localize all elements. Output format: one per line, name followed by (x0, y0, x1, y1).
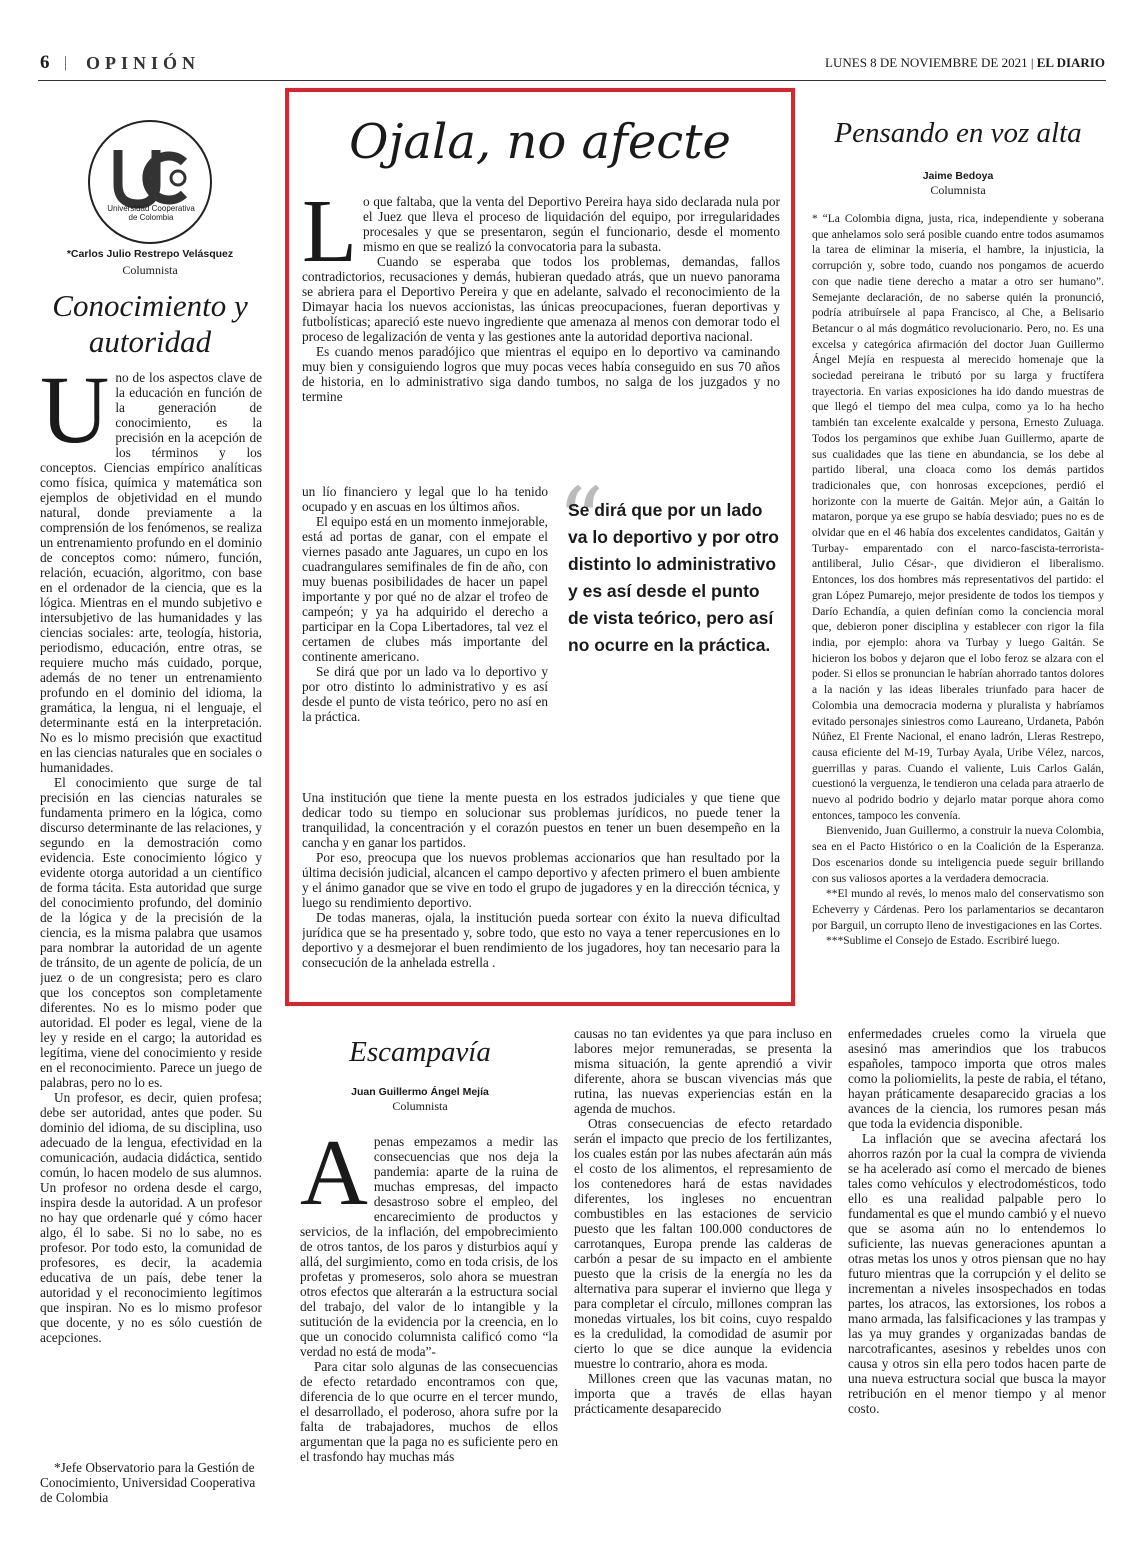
dateline (825, 55, 1105, 71)
left-paragraph-1: no de los aspectos clave de la educación en función de la generación de conocimiento, es la precisión en la acepción de los términos y los conceptos. Ciencias empírico analíticas como física, química y matemática son ejemplos de objetividad en el mundo natural, donde previamente a la comprensión de los fenómenos, se realiza un entrenamiento profundo en el dominio de conceptos como: número, función, relación, ecuación, algoritmo, con base en el ordenador de la ciencia, que es la lógica. Mientras en el mundo subjetivo e intersubjetivo de las humanidades y las ciencias sociales: arte, teología, historia, periodismo, educación, entre otras, se requiere mucho más cuidado, porque, además de no tener un entrenamiento profundo en el dominio del idioma, la gramática, la lengua, ni el lenguaje, el determinante está en la interpretación. No es lo mismo precisión que exactitud en las ciencias naturales que en sociales o humanidades. (40, 370, 262, 775)
bottom-author-role: Columnista (392, 1099, 448, 1113)
bottom-col-1 (300, 1134, 558, 1554)
right-article-title: Pensando en voz alta (834, 117, 1082, 149)
bottom-c2-paragraph-2: Otras consecuencias de efecto retardado serán el impacto que precio de los fertilizantes, los cuales están por las nubes afectarán aún más el costo de los alimentos, el represamiento de los contenedores hará de estas navidades diferentes, los ingleses no encuentran combustibles en las estaciones de servicio puesto que les faltan 100.000 conductores de carrotanques, Europa prende las calderas de carbón a pesar de su impacto en el ambiente puesto que la crisis de la energía no les da alternativa para superar el invierno que llega y para completar el círculo, millones compran las monedas virtuales, los bit coins, cuyo respaldo es la credulidad, la comodidad de asumir por cierto lo que se dice aunque la evidencia muestre lo contrario, ahora es moda. (574, 1116, 832, 1371)
editorial-paragraph-4: El equipo está en un momento inmejorable, está ad portas de ganar, con el empate el viernes pasado ante Jaguares, un cupo en los cuadrangulares semifinales de fin de año, con muy buenas posibilidades de hacer un papel importante y por qué no de alzar el trofeo de campeón; y ya ha adquirido el derecho a participar en la Copa Libertadores, tal vez el certamen de clubes más importante del continente americano. (302, 514, 548, 664)
bottom-dropcap: A (300, 1134, 368, 1225)
header-separator: | (64, 54, 68, 71)
page-number: 6 (40, 52, 50, 73)
left-author: *Carlos Julio Restrepo Velásquez (66, 248, 234, 260)
editorial-dropcap: L (302, 194, 357, 281)
newspaper-name: EL DIARIO (1036, 55, 1105, 70)
right-paragraph-2: Bienvenido, Juan Guillermo, a construir la nueva Colombia, sea en el Pacto Histórico o en la Coalición de la Esperanza. Dos escenarios donde su inteligencia puede seguir brillando con sus valiosos aportes a la verdadera democracia. (812, 825, 1104, 885)
university-logo (88, 120, 212, 244)
date-text: LUNES 8 DE NOVIEMBRE DE 2021 | (825, 55, 1037, 70)
editorial-paragraph-7: De todas maneras, ojala, la institución pueda sortear con éxito la nueva dificultad jurídica que se ha presentado y, sobre todo, que esto no vaya a tener repercusiones en lo deportivo y a desmejorar el buen rendimiento de los jugadores, hoy tan necesario para la consecución de la anhelada estrella . (302, 910, 780, 970)
editorial-paragraph-3a: Es cuando menos paradójico que mientras el equipo en lo deportivo va caminando muy bien y consiguiendo logros que muy pocas veces había conseguido en sus 70 años de historia, en lo administrativo siga dando tumbos, no salga de los juzgados y no termine (302, 344, 780, 404)
editorial-paragraph-5a: Se dirá que por un lado va lo deportivo y por otro distinto lo administrativo y es así desde el punto de vista teórico, pero no así en la práctica. (302, 664, 548, 724)
bottom-col-3 (848, 1026, 1106, 1554)
bottom-c2-paragraph-1: causas no tan evidentes ya que para incluso en labores mejor remuneradas, se presenta la misma situación, la gente aprendió a vivir diferente, ahora se buscan vivencias más que rutina, las nuevas experiencias están en la agenda de muchos. (574, 1026, 832, 1116)
right-author-role: Columnista (930, 183, 986, 197)
right-author: Jaime Bedoya (922, 170, 994, 182)
right-paragraph-4: ***Sublime el Consejo de Estado. Escribiré luego. (826, 935, 1060, 948)
logo-mark-icon (90, 122, 210, 242)
bottom-c1-paragraph-2: Para citar solo algunas de las consecuencias de efecto retardado encontramos con que, diferencia de lo que ocurre en el tercer mundo, el desarrollado, el poderoso, ahora sufre por la falta de trabajadores, muchos de ellos argumentan que la paga no es suficiente pero en el trasfondo hay muchas más (300, 1359, 558, 1464)
editorial-title: Ojala, no afecte (349, 114, 731, 170)
header-rule (38, 80, 1106, 81)
editorial-paragraph-6: Por eso, preocupa que los nuevos problemas accionarios que han resultado por la última decisión judicial, alcancen el campo deportivo y afecten primero el buen ambiente y el ánimo ganador que se vive en todo el grupo de jugadores y en la dirección técnica, y luego su rendimiento deportivo. (302, 850, 780, 910)
editorial-paragraph-3b: un lío financiero y legal que lo ha tenido ocupado y en ascuas en los últimos años. (302, 484, 548, 514)
editorial-paragraph-1: o que faltaba, que la venta del Deportivo Pereira haya sido declarada nula por el Juez que lleva el proceso de liquidación del equipo, por irregularidades procesales y que se presentaron, según el funcionario, desde el momento mismo en que se realizó la convocatoria para la subasta. (362, 194, 780, 254)
editorial-paragraph-2: Cuando se esperaba que todos los problemas, demandas, fallos contradictorios, recusaciones y demás, hubieran quedado atrás, que un nuevo panorama se abriera para el Deportivo Pereira y que en adelante, salvado el reconocimiento de la Dimayar hacia los nuevos accionistas, las únicas preocupaciones, fueran deportivas y futbolísticas; apareció este nuevo ingrediente que amenaza al menos con demorar todo el proceso de legalización de venta y las gestiones ante la autoridad deportiva nacional. (302, 254, 780, 344)
bottom-author: Juan Guillermo Ángel Mejía (351, 1086, 489, 1098)
right-paragraph-1: * “La Colombia digna, justa, rica, independiente y soberana que anhelamos solo será posible cuando entre todos asumamos la tarea de eliminar la miseria, el hambre, la injusticia, la corrupción y, sobre todo, cuando nos pongamos de acuerdo con que nadie tiene derecho a matar a otro ser humano”. Semejante declaración, de no saberse quién la pronunció, podría atribuírsele al papa Francisco, al Che, a Belisario Betancur o al más dogmático revolucionario. Pero, no. Es una excelsa y categórica afirmación del doctor Juan Guillermo Ángel Mejía en respuesta al merecido homenaje que la sociedad pereirana le tributó por su larga y fructífera trayectoria. En varias exposiciones ha ido dando muestras de que llegó el tiempo del mea culpa, como ya lo ha hecho también tan excelente exalcalde y persona, Ernesto Zuluaga. Todos los pergaminos que exhibe Juan Guillermo, aparte de sus cualidades que las tiene en abundancia, se los debe al partido liberal, una cloaca como los demás partidos tradicionales que, con honrosas excepciones, perdió el horizonte con la muerte de Gaitán. Mejor aún, a Gaitán lo mataron, porque ya ese grupo se había desviado; pues no es de olvidar que en el 46 había dos excelentes candidatos, Gaitán y Turbay- emparentado con el narco-fascista-terrorista-antiliberal, Julio César-, que dividieron el liberalismo. Entonces, los dos hombres más representativos del partido: el gran López Pumarejo, mejor presidente de todos los tiempos y Darío Echandía, a quien definían como la conciencia moral que, debieron poner disciplina y establecer con rigor la fila india, por ejemplo: ahora va Turbay y luego Gaitán. Se hicieron los bobos y dejaron que el lobo feroz se alzara con el poder. Si ellos se pronuncian le habrían ahorrado tantos dolores a la nación y las ideas liberales triunfado para hacer de Colombia una democracia moderna y pluralista y habríamos evitado personajes siniestros como Laureano, Urdaneta, Pabón Núñez, El Frente Nacional, el enano ladrón, Lleras Restrepo, causa eficiente del M-19, Turbay Ayala, Uribe Vélez, narcos, guerrillas y paras. Cuando el valiente, Luis Carlos Galán, cuestionó la verguenza, le tendieron una celada para atraerlo de nuevo al podrido bodrio y dejarlo matar porque ahora como entonces, tampoco les convenía. (812, 213, 1104, 822)
section-name: OPINIÓN (86, 53, 201, 73)
left-dropcap: U (40, 370, 110, 463)
bottom-c3-paragraph-2: La inflación que se avecina afectará los ahorros razón por la cual la compra de vivienda se ha acelerado así como el mercado de bienes tales como vehículos y electrodomésticos, todo ello es una realidad palpable pero lo fundamental es que el mundo cambió y el nuevo que se asoma aún no lo entendemos lo suficiente, las nuevas generaciones apuntan a otras metas los unos y otros piensan que no hay futuro mientras que la corrupción y el delito se incrementan a niveles insospechados en todas partes, los atracos, las extorsiones, los robos a mano armada, las falsificaciones y las trampas y las ya muy grandes y organizadas bandas de narcotraficantes, asesinos y rebeldes unos con causa y otros sin ella pero todos hacen parte de una nueva estructura social que busca la mayor retribución en el menor tiempo y al menor costo. (848, 1131, 1106, 1416)
pull-quote: Se dirá que por un lado va lo deportivo y por otro distinto lo administrativo y es así desde el punto de vista teórico, pero así no ocurre en la práctica. (568, 500, 779, 655)
logo-text: Universidad Cooperativa de Colombia (107, 204, 195, 222)
left-footnote: *Jefe Observatorio para la Gestión de Conocimiento, Universidad Cooperativa de Colombia (40, 1460, 256, 1505)
bottom-c1-paragraph-1: penas empezamos a medir las consecuencias que nos deja la pandemia: aparte de la ruina de muchas empresas, del impacto desastroso sobre el empleo, del encarecimiento de productos y servicios, de la inflación, del empobrecimiento de otros tantos, de los paros y disturbios aquí y allá, del surgimiento, como en toda crisis, de los profetas y promeseros, solo ahora se muestran otros efectos que alterarán a la estructura social del trabajo, del valor de lo intangible y la sutitución de la evidencia por la creencia, en lo que un conocido columnista calificó como “la verdad no está de moda”- (300, 1134, 558, 1359)
right-article-body (812, 212, 1104, 1012)
bottom-col-2 (574, 1026, 832, 1554)
left-article-body (40, 370, 262, 1470)
left-paragraph-3: Un profesor, es decir, quien profesa; debe ser autoridad, antes que poder. Su dominio del idioma, de su disciplina, uso adecuado de la lengua, efectividad en la comunicación, audacia didáctica, sentido común, lo hacen modelo de sus alumnos. Un profesor no ordena desde el cargo, inspira desde la autoridad. A un profesor no hay que ordenarle qué y cómo hacer algo, él lo sabe. Si no lo sabe, no es profesor. Por todo esto, la comunidad de profesores, es decir, la academia educativa de un país, debe tener la autoridad y el reconocimiento legítimos que inspiran. No es lo mismo profesor que docente, y no es sólo cuestión de acepciones. (40, 1090, 262, 1345)
editorial-paragraph-5b: Una institución que tiene la mente puesta en los estrados judiciales y que tiene que dedicar todo su tiempo en solucionar sus problemas jurídicos, no puede tener la tranquilidad, la concentración y el corazón puestos en tener un buen desempeño en la cancha y en ganar los partidos. (302, 790, 780, 850)
left-article-title: Conocimiento y autoridad (52, 288, 248, 359)
quote-mark-icon: “ (557, 468, 605, 575)
editorial-body-narrow (302, 484, 548, 790)
editorial-body-bottom (302, 790, 780, 996)
bottom-c3-paragraph-1: enfermedades crueles como la viruela que asesinó mas amerindios que los trabucos españoles, tampoco importa que otros males como la poliomielits, la peste de rabia, el tétano, hayan práticamente desaparecido gracias a los avances de la ciencia, los rumores pesan más que toda la evidencia disponible. (848, 1026, 1106, 1131)
right-paragraph-3: **El mundo al revés, lo menos malo del conservatismo son Echeverry y Cárdenas. Pero los parlamentarios se decantaron por Barguil, un corrupto lleno de investigaciones en las Cortes. (812, 888, 1104, 932)
left-paragraph-2: El conocimiento que surge de tal precisión en las ciencias naturales se fundamenta primero en la lógica, como discurso determinante de las relaciones, y segundo en la demostración como evidencia. Este conocimiento lógico y evidente otorga autoridad a un científico de forma tácita. Esta autoridad que surge del conocimiento profundo, del dominio de la lógica y de la precisión de la ciencia, es la misma palabra que usamos para nombrar la autoridad de un agente de tránsito, de un agente de policía, de un juez o de un congresista; pero es claro que los conceptos son completamente diferentes. No es lo mismo poder que autoridad. El poder es legal, viene de la ley y reside en el cargo; la autoridad es legítima, viene del conocimiento y reside en el reconocimiento. Parece un juego de palabras, pero no lo es. (40, 775, 262, 1090)
left-author-role: Columnista (122, 263, 178, 277)
bottom-article-title: Escampavía (349, 1036, 491, 1068)
editorial-body-top (302, 194, 780, 484)
bottom-c2-paragraph-3: Millones creen que las vacunas matan, no importa que a través de ellas hayan prácticamente desaparecido (574, 1371, 832, 1416)
left-footnote-block (40, 1460, 262, 1505)
